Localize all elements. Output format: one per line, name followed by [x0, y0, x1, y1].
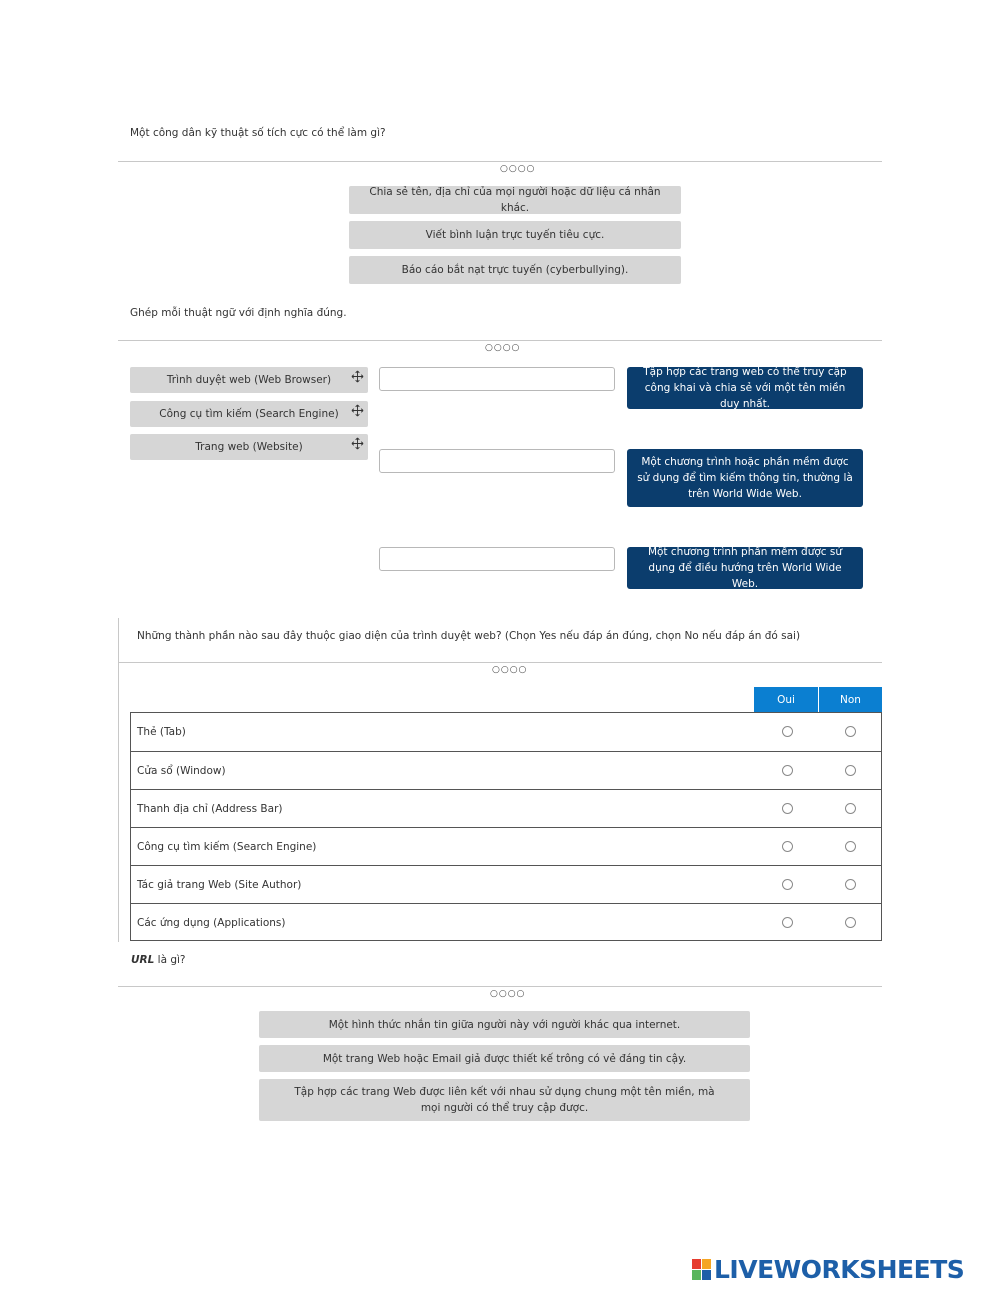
definition-1: Tập hợp các trang web có thể truy cập công khai và chia sẻ với một tên miền duy nhất.: [627, 367, 863, 409]
move-icon[interactable]: [351, 404, 364, 417]
logo-mark-icon: [692, 1259, 711, 1280]
radio-no[interactable]: [845, 765, 856, 776]
liveworksheets-logo: [692, 1255, 964, 1284]
radio-no[interactable]: [845, 879, 856, 890]
definition-2: Một chương trình hoặc phần mềm được sử dụng để tìm kiếm thông tin, thường là trên World Wide Web.: [627, 449, 863, 507]
row-label: Các ứng dụng (Applications): [137, 917, 286, 929]
logo-square-blue: [702, 1270, 711, 1280]
term-label: Công cụ tìm kiếm (Search Engine): [159, 408, 339, 420]
q4-question-bold: URL: [131, 954, 155, 966]
row-label: Cửa sổ (Window): [137, 765, 226, 777]
move-icon[interactable]: [351, 370, 364, 383]
term-website[interactable]: [130, 434, 368, 460]
q4-question: [131, 954, 186, 966]
drop-box-2[interactable]: [379, 449, 615, 473]
q4-option-1[interactable]: Một hình thức nhắn tin giữa người này với người khác qua internet.: [259, 1011, 750, 1038]
radio-yes[interactable]: [782, 765, 793, 776]
radio-no[interactable]: [845, 726, 856, 737]
q2-question: Ghép mỗi thuật ngữ với định nghĩa đúng.: [130, 307, 347, 319]
definition-3: Một chương trình phần mềm được sử dụng để điều hướng trên World Wide Web.: [627, 547, 863, 589]
table-row: [131, 789, 881, 827]
table-row: [131, 903, 881, 941]
row-label: Thanh địa chỉ (Address Bar): [137, 803, 283, 815]
drop-box-3[interactable]: [379, 547, 615, 571]
q1-option-3[interactable]: Báo cáo bắt nạt trực tuyến (cyberbullying).: [349, 256, 681, 284]
q4-question-rest: là gì?: [154, 954, 186, 966]
divider: [118, 986, 882, 987]
logo-text: LIVEWORKSHEETS: [714, 1255, 965, 1284]
table-row: [131, 865, 881, 903]
divider: [118, 340, 882, 341]
logo-square-green: [692, 1270, 701, 1280]
divider: [118, 662, 882, 663]
q4-dots: ○○○○: [490, 989, 526, 999]
radio-no[interactable]: [845, 917, 856, 928]
q1-option-1[interactable]: Chia sẻ tên, địa chỉ của mọi người hoặc dữ liệu cá nhân khác.: [349, 186, 681, 214]
radio-yes[interactable]: [782, 917, 793, 928]
logo-square-red: [692, 1259, 701, 1269]
table-row: [131, 751, 881, 789]
table-row: [131, 713, 881, 751]
q2-dots: ○○○○: [485, 343, 521, 353]
row-label: Thẻ (Tab): [137, 726, 186, 738]
col-header-yes: Oui: [754, 687, 818, 712]
q3-question: Những thành phần nào sau đây thuộc giao diện của trình duyệt web? (Chọn Yes nếu đáp án đúng, chọn No nếu đáp án đó sai): [137, 630, 801, 642]
row-label: Công cụ tìm kiếm (Search Engine): [137, 841, 317, 853]
radio-no[interactable]: [845, 841, 856, 852]
term-web-browser[interactable]: [130, 367, 368, 393]
q4-option-3[interactable]: Tập hợp các trang Web được liên kết với nhau sử dụng chung một tên miền, mà mọi người có thể truy cập được.: [259, 1079, 750, 1121]
radio-yes[interactable]: [782, 803, 793, 814]
term-search-engine[interactable]: [130, 401, 368, 427]
divider: [118, 161, 882, 162]
q3-dots: ○○○○: [492, 665, 528, 675]
drop-box-1[interactable]: [379, 367, 615, 391]
radio-yes[interactable]: [782, 726, 793, 737]
table-row: [131, 827, 881, 865]
term-label: Trang web (Website): [195, 441, 303, 453]
logo-square-orange: [702, 1259, 711, 1269]
radio-yes[interactable]: [782, 879, 793, 890]
q4-option-2[interactable]: Một trang Web hoặc Email giả được thiết kế trông có vẻ đáng tin cậy.: [259, 1045, 750, 1072]
q1-option-2[interactable]: Viết bình luận trực tuyến tiêu cực.: [349, 221, 681, 249]
term-label: Trình duyệt web (Web Browser): [166, 374, 332, 386]
q1-question: Một công dân kỹ thuật số tích cực có thể làm gì?: [130, 127, 386, 139]
radio-yes[interactable]: [782, 841, 793, 852]
row-label: Tác giả trang Web (Site Author): [137, 879, 302, 891]
col-header-no: Non: [819, 687, 882, 712]
yes-no-table: [130, 712, 882, 941]
section-border: [118, 618, 119, 942]
radio-no[interactable]: [845, 803, 856, 814]
q1-dots: ○○○○: [500, 164, 536, 174]
move-icon[interactable]: [351, 437, 364, 450]
